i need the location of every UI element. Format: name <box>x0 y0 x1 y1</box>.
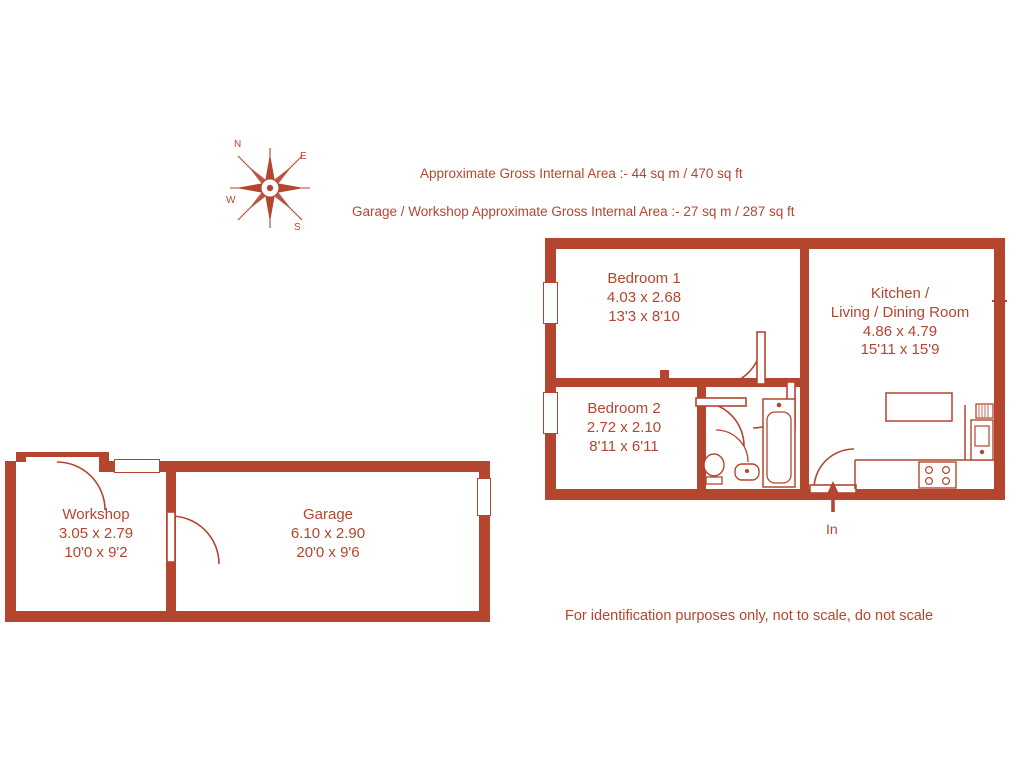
room-imperial: 20'0 x 9'6 <box>296 543 360 561</box>
room-imperial: 10'0 x 9'2 <box>64 543 128 561</box>
entrance-label: In <box>826 521 838 537</box>
room-name: Bedroom 1 <box>607 270 681 287</box>
compass-label-north: N <box>234 139 242 150</box>
room-metric: 6.10 x 2.90 <box>290 524 366 542</box>
room-name: Garage <box>302 506 354 523</box>
room-name-line2: Living / Dining Room <box>830 303 970 321</box>
room-name: Kitchen / <box>870 285 930 302</box>
room-name: Bedroom 2 <box>587 400 661 417</box>
room-metric: 3.05 x 2.79 <box>58 524 134 542</box>
gross-internal-area-note: Approximate Gross Internal Area :- 44 sq m / 470 sq ft <box>420 166 743 181</box>
room-metric: 2.72 x 2.10 <box>586 418 662 436</box>
room-imperial: 8'11 x 6'11 <box>589 437 659 455</box>
room-imperial: 13'3 x 8'10 <box>608 307 680 325</box>
compass-label-east: E <box>300 151 307 162</box>
compass-label-south: S <box>294 222 301 233</box>
disclaimer-note: For identification purposes only, not to scale, do not scale <box>565 608 934 624</box>
room-metric: 4.86 x 4.79 <box>862 322 938 340</box>
room-metric: 4.03 x 2.68 <box>606 288 682 306</box>
room-imperial: 15'11 x 15'9 <box>860 341 940 359</box>
compass-label-west: W <box>226 195 236 206</box>
room-name: Workshop <box>62 506 130 523</box>
garage-area-note: Garage / Workshop Approximate Gross Internal Area :- 27 sq m / 287 sq ft <box>352 204 795 219</box>
room-label-workshop <box>30 506 162 562</box>
room-label-garage <box>262 506 394 562</box>
